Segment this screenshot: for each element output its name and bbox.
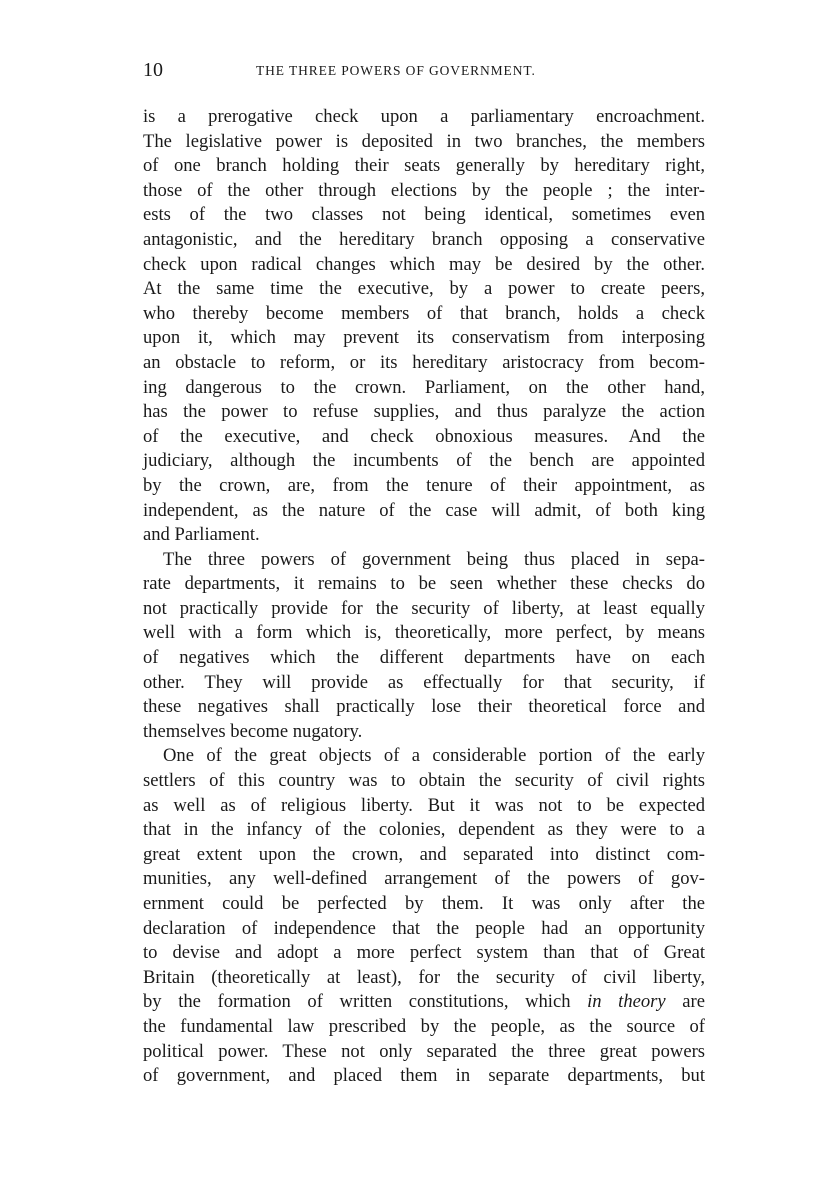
text-line: the fundamental law prescribed by the people, as the source of [143, 1015, 705, 1037]
text-line: those of the other through elections by the people ; the inter- [143, 179, 705, 201]
text-line: political power. These not only separated the three great powers [143, 1040, 705, 1062]
text-line: upon it, which may prevent its conservatism from interposing [143, 327, 705, 349]
text-line: and Parliament. [143, 524, 260, 546]
page-number: 10 [143, 59, 163, 81]
text-line: great extent upon the crown, and separated into distinct com- [143, 843, 705, 865]
text-line: declaration of independence that the people had an opportunity [143, 917, 705, 939]
text-line: Britain (theoretically at least), for the security of civil liberty, [143, 966, 705, 988]
text-line: of negatives which the different departments have on each [143, 647, 705, 669]
paragraph-first-line: The three powers of government being thus placed in sepa- [163, 548, 705, 570]
text-line: themselves become nugatory. [143, 720, 363, 742]
text-line: of government, and placed them in separate departments, but [143, 1065, 705, 1087]
text-line: The legislative power is deposited in two branches, the members [143, 130, 705, 152]
text-line: judiciary, although the incumbents of the bench are appointed [143, 450, 705, 472]
paragraph-first-line: One of the great objects of a considerable portion of the early [163, 745, 705, 767]
text-line: At the same time the executive, by a power to create peers, [143, 278, 705, 300]
italic-emphasis: in theory [587, 991, 666, 1013]
text-line: of the executive, and check obnoxious measures. And the [143, 425, 705, 447]
text-line: check upon radical changes which may be desired by the other. [143, 253, 705, 275]
text-line: that in the infancy of the colonies, dependent as they were to a [143, 819, 705, 841]
text-line: who thereby become members of that branch, holds a check [143, 302, 705, 324]
text-line: settlers of this country was to obtain the security of civil rights [143, 770, 705, 792]
text-segment: are [665, 991, 705, 1013]
book-page [143, 56, 705, 1089]
text-line: ernment could be perfected by them. It was only after the [143, 893, 705, 914]
text-line: by the crown, are, from the tenure of their appointment, as [143, 474, 705, 496]
text-line: well with a form which is, theoretically, more perfect, by means [143, 622, 705, 644]
text-line: ing dangerous to the crown. Parliament, on the other hand, [143, 376, 705, 398]
text-line: not practically provide for the security of liberty, at least equally [143, 597, 705, 619]
text-line: rate departments, it remains to be seen whether these checks do [143, 573, 705, 595]
body-text [143, 105, 705, 1089]
text-line: is a prerogative check upon a parliamentary encroachment. [143, 106, 705, 127]
running-title: THE THREE POWERS OF GOVERNMENT. [256, 63, 536, 78]
text-line: ests of the two classes not being identical, sometimes even [143, 204, 705, 226]
text-line: of one branch holding their seats generally by hereditary right, [143, 155, 705, 177]
text-line: has the power to refuse supplies, and thus paralyze the action [143, 401, 705, 423]
text-line: antagonistic, and the hereditary branch opposing a conservative [143, 228, 705, 250]
text-line: other. They will provide as effectually for that security, if [143, 671, 705, 693]
text-line: these negatives shall practically lose their theoretical force and [143, 696, 705, 718]
text-line: independent, as the nature of the case will admit, of both king [143, 499, 705, 521]
running-head [143, 56, 705, 84]
text-line: munities, any well-defined arrangement of the powers of gov- [143, 868, 705, 890]
text-line: as well as of religious liberty. But it was not to be expected [143, 794, 705, 816]
text-segment: by the formation of written constitutions, which [143, 991, 588, 1013]
text-line: to devise and adopt a more perfect system than that of Great [143, 942, 705, 964]
text-line: an obstacle to reform, or its hereditary aristocracy from becom- [143, 351, 705, 373]
text-line-with-italic [143, 990, 705, 1015]
